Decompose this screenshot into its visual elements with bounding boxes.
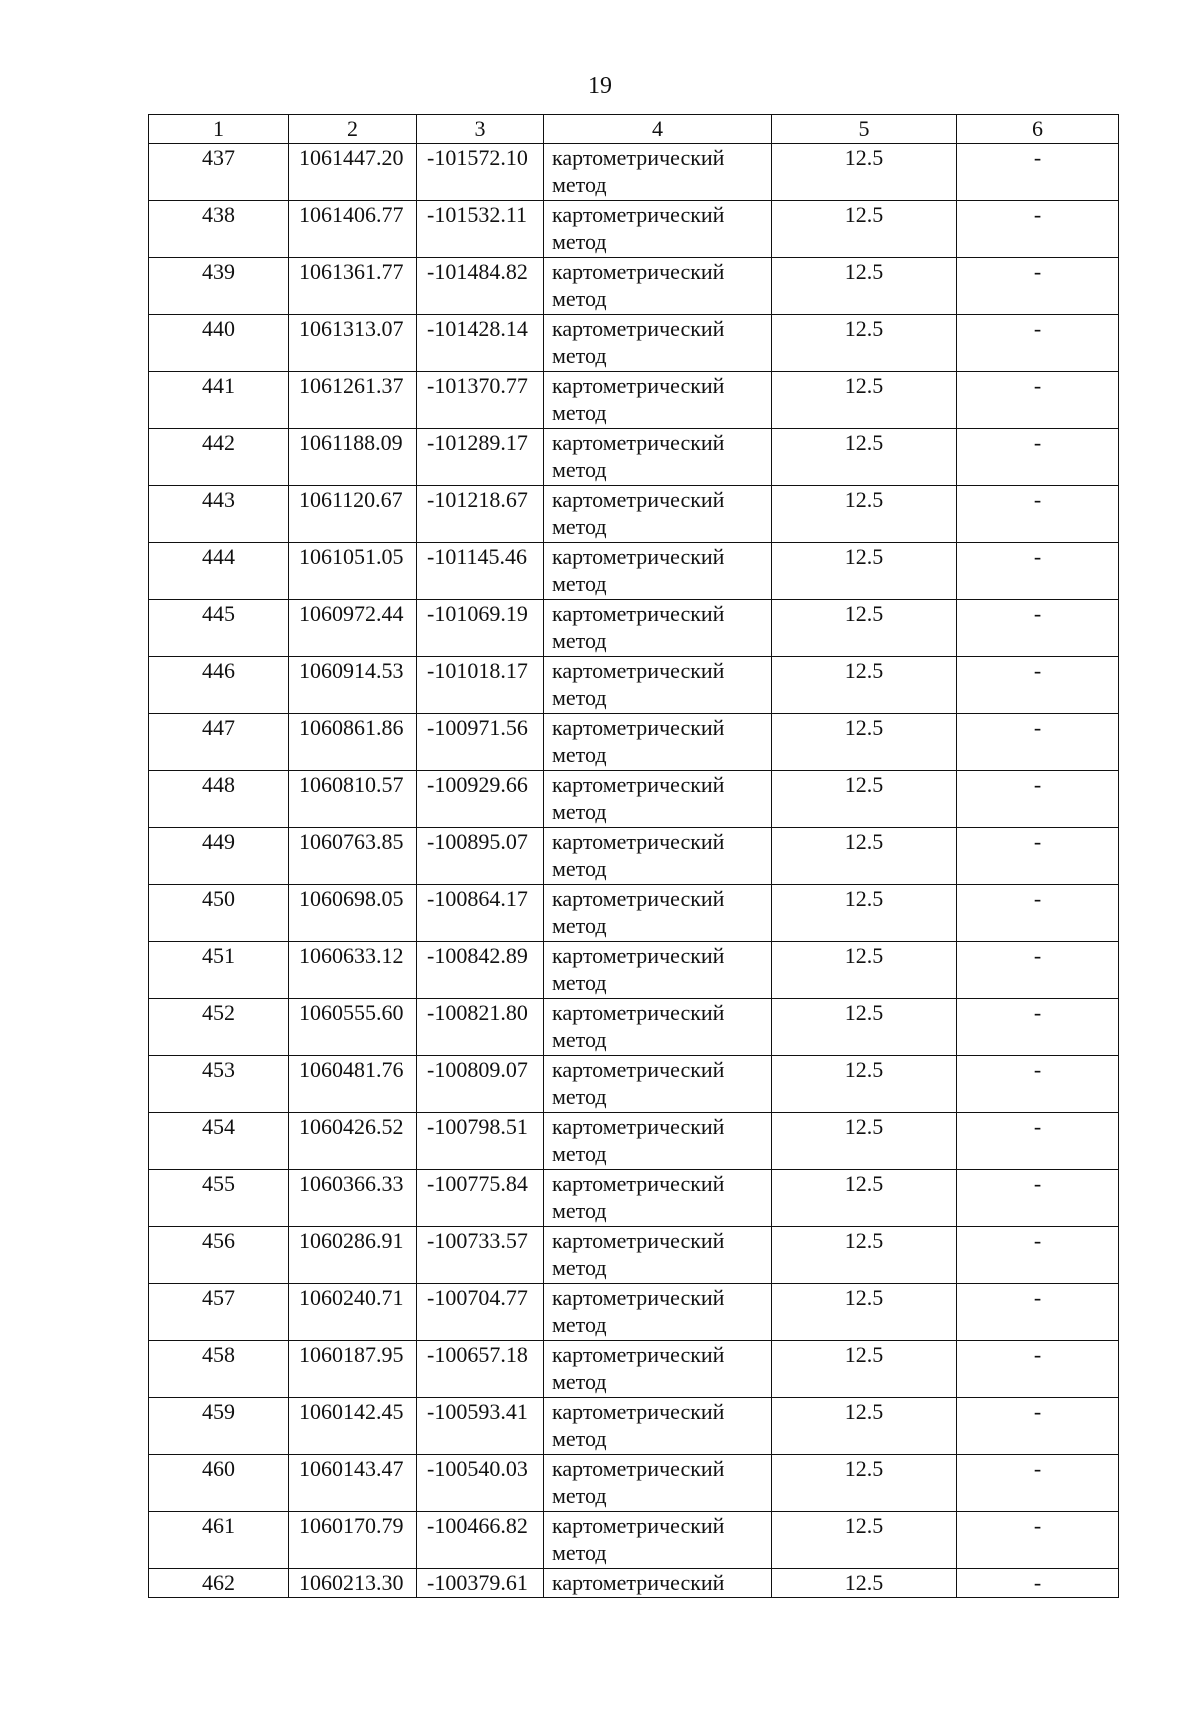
table-row — [149, 828, 1119, 885]
y-coordinate-cell: -101018.17 — [417, 657, 544, 714]
point-number-cell: 452 — [149, 999, 289, 1056]
note-cell: - — [957, 771, 1119, 828]
y-coordinate-cell: -100798.51 — [417, 1113, 544, 1170]
accuracy-cell: 12.5 — [772, 201, 957, 258]
accuracy-cell: 12.5 — [772, 486, 957, 543]
x-coordinate-cell: 1060366.33 — [289, 1170, 417, 1227]
x-coordinate-cell: 1060187.95 — [289, 1341, 417, 1398]
x-coordinate-cell: 1060481.76 — [289, 1056, 417, 1113]
y-coordinate-cell: -100929.66 — [417, 771, 544, 828]
table-row — [149, 486, 1119, 543]
y-coordinate-cell: -100593.41 — [417, 1398, 544, 1455]
point-number-cell: 439 — [149, 258, 289, 315]
table-row — [149, 999, 1119, 1056]
point-number-cell: 458 — [149, 1341, 289, 1398]
note-cell: - — [957, 1227, 1119, 1284]
accuracy-cell: 12.5 — [772, 1455, 957, 1512]
method-cell: картометрический метод — [544, 828, 772, 885]
point-number-cell: 442 — [149, 429, 289, 486]
x-coordinate-cell: 1060972.44 — [289, 600, 417, 657]
x-coordinate-cell: 1061120.67 — [289, 486, 417, 543]
point-number-cell: 445 — [149, 600, 289, 657]
accuracy-cell: 12.5 — [772, 885, 957, 942]
x-coordinate-cell: 1060213.30 — [289, 1569, 417, 1598]
method-cell: картометрический метод — [544, 942, 772, 999]
method-cell: картометрический метод — [544, 999, 772, 1056]
table-row — [149, 429, 1119, 486]
x-coordinate-cell: 1060286.91 — [289, 1227, 417, 1284]
point-number-cell: 455 — [149, 1170, 289, 1227]
accuracy-cell: 12.5 — [772, 543, 957, 600]
accuracy-cell: 12.5 — [772, 771, 957, 828]
accuracy-cell: 12.5 — [772, 714, 957, 771]
y-coordinate-cell: -100657.18 — [417, 1341, 544, 1398]
accuracy-cell: 12.5 — [772, 1512, 957, 1569]
table-row — [149, 771, 1119, 828]
y-coordinate-cell: -101289.17 — [417, 429, 544, 486]
x-coordinate-cell: 1060143.47 — [289, 1455, 417, 1512]
accuracy-cell: 12.5 — [772, 315, 957, 372]
point-number-cell: 459 — [149, 1398, 289, 1455]
y-coordinate-cell: -101145.46 — [417, 543, 544, 600]
x-coordinate-cell: 1060170.79 — [289, 1512, 417, 1569]
method-cell: картометрический метод — [544, 1056, 772, 1113]
method-cell: картометрический метод — [544, 1227, 772, 1284]
table-row — [149, 1569, 1119, 1598]
x-coordinate-cell: 1061051.05 — [289, 543, 417, 600]
note-cell: - — [957, 657, 1119, 714]
note-cell: - — [957, 1113, 1119, 1170]
point-number-cell: 462 — [149, 1569, 289, 1598]
table-row — [149, 144, 1119, 201]
column-header: 2 — [289, 115, 417, 144]
note-cell: - — [957, 1455, 1119, 1512]
y-coordinate-cell: -101428.14 — [417, 315, 544, 372]
table-row — [149, 885, 1119, 942]
table-row — [149, 600, 1119, 657]
note-cell: - — [957, 885, 1119, 942]
table-row — [149, 372, 1119, 429]
point-number-cell: 449 — [149, 828, 289, 885]
accuracy-cell: 12.5 — [772, 942, 957, 999]
table-row — [149, 714, 1119, 771]
point-number-cell: 461 — [149, 1512, 289, 1569]
point-number-cell: 453 — [149, 1056, 289, 1113]
note-cell: - — [957, 600, 1119, 657]
x-coordinate-cell: 1060914.53 — [289, 657, 417, 714]
y-coordinate-cell: -100704.77 — [417, 1284, 544, 1341]
page-number: 19 — [588, 73, 612, 99]
table-row — [149, 1227, 1119, 1284]
y-coordinate-cell: -100821.80 — [417, 999, 544, 1056]
column-header: 3 — [417, 115, 544, 144]
method-cell: картометрический метод — [544, 144, 772, 201]
point-number-cell: 447 — [149, 714, 289, 771]
x-coordinate-cell: 1060426.52 — [289, 1113, 417, 1170]
note-cell: - — [957, 144, 1119, 201]
accuracy-cell: 12.5 — [772, 999, 957, 1056]
method-cell: картометрический метод — [544, 1284, 772, 1341]
point-number-cell: 448 — [149, 771, 289, 828]
x-coordinate-cell: 1060142.45 — [289, 1398, 417, 1455]
y-coordinate-cell: -100842.89 — [417, 942, 544, 999]
method-cell: картометрический метод — [544, 1455, 772, 1512]
point-number-cell: 454 — [149, 1113, 289, 1170]
y-coordinate-cell: -101218.67 — [417, 486, 544, 543]
method-cell: картометрический метод — [544, 1512, 772, 1569]
note-cell: - — [957, 1398, 1119, 1455]
method-cell: картометрический метод — [544, 372, 772, 429]
point-number-cell: 440 — [149, 315, 289, 372]
table-row — [149, 258, 1119, 315]
y-coordinate-cell: -100809.07 — [417, 1056, 544, 1113]
accuracy-cell: 12.5 — [772, 1341, 957, 1398]
point-number-cell: 460 — [149, 1455, 289, 1512]
table-row — [149, 1341, 1119, 1398]
point-number-cell: 444 — [149, 543, 289, 600]
method-cell: картометрический метод — [544, 201, 772, 258]
table-row — [149, 1284, 1119, 1341]
x-coordinate-cell: 1060633.12 — [289, 942, 417, 999]
column-header: 5 — [772, 115, 957, 144]
y-coordinate-cell: -101069.19 — [417, 600, 544, 657]
point-number-cell: 446 — [149, 657, 289, 714]
x-coordinate-cell: 1060555.60 — [289, 999, 417, 1056]
note-cell: - — [957, 1341, 1119, 1398]
y-coordinate-cell: -101572.10 — [417, 144, 544, 201]
accuracy-cell: 12.5 — [772, 144, 957, 201]
column-header: 4 — [544, 115, 772, 144]
point-number-cell: 438 — [149, 201, 289, 258]
table-row — [149, 1398, 1119, 1455]
point-number-cell: 457 — [149, 1284, 289, 1341]
y-coordinate-cell: -101532.11 — [417, 201, 544, 258]
method-cell: картометрический метод — [544, 714, 772, 771]
table-row — [149, 657, 1119, 714]
accuracy-cell: 12.5 — [772, 657, 957, 714]
accuracy-cell: 12.5 — [772, 1227, 957, 1284]
column-header: 1 — [149, 115, 289, 144]
y-coordinate-cell: -100733.57 — [417, 1227, 544, 1284]
accuracy-cell: 12.5 — [772, 429, 957, 486]
note-cell: - — [957, 372, 1119, 429]
table-row — [149, 315, 1119, 372]
accuracy-cell: 12.5 — [772, 1284, 957, 1341]
method-cell: картометрический метод — [544, 1398, 772, 1455]
method-cell: картометрический метод — [544, 1341, 772, 1398]
table-row — [149, 942, 1119, 999]
note-cell: - — [957, 942, 1119, 999]
accuracy-cell: 12.5 — [772, 258, 957, 315]
y-coordinate-cell: -100466.82 — [417, 1512, 544, 1569]
point-number-cell: 456 — [149, 1227, 289, 1284]
accuracy-cell: 12.5 — [772, 1569, 957, 1598]
y-coordinate-cell: -100379.61 — [417, 1569, 544, 1598]
note-cell: - — [957, 714, 1119, 771]
coordinates-table — [148, 114, 1119, 1598]
table-row — [149, 1113, 1119, 1170]
table-header-row — [149, 115, 1119, 144]
x-coordinate-cell: 1061188.09 — [289, 429, 417, 486]
point-number-cell: 441 — [149, 372, 289, 429]
method-cell: картометрический метод — [544, 315, 772, 372]
y-coordinate-cell: -101370.77 — [417, 372, 544, 429]
y-coordinate-cell: -101484.82 — [417, 258, 544, 315]
method-cell: картометрический метод — [544, 1170, 772, 1227]
point-number-cell: 437 — [149, 144, 289, 201]
method-cell: картометрический метод — [544, 771, 772, 828]
method-cell: картометрический метод — [544, 429, 772, 486]
note-cell: - — [957, 999, 1119, 1056]
method-cell: картометрический метод — [544, 657, 772, 714]
method-cell: картометрический метод — [544, 1113, 772, 1170]
note-cell: - — [957, 258, 1119, 315]
note-cell: - — [957, 486, 1119, 543]
table-row — [149, 1170, 1119, 1227]
accuracy-cell: 12.5 — [772, 1056, 957, 1113]
y-coordinate-cell: -100864.17 — [417, 885, 544, 942]
method-cell: картометрический — [544, 1569, 772, 1598]
table-row — [149, 1455, 1119, 1512]
note-cell: - — [957, 429, 1119, 486]
method-cell: картометрический метод — [544, 543, 772, 600]
x-coordinate-cell: 1061406.77 — [289, 201, 417, 258]
note-cell: - — [957, 1512, 1119, 1569]
x-coordinate-cell: 1061361.77 — [289, 258, 417, 315]
x-coordinate-cell: 1061261.37 — [289, 372, 417, 429]
table-row — [149, 543, 1119, 600]
x-coordinate-cell: 1060698.05 — [289, 885, 417, 942]
y-coordinate-cell: -100971.56 — [417, 714, 544, 771]
accuracy-cell: 12.5 — [772, 372, 957, 429]
x-coordinate-cell: 1060861.86 — [289, 714, 417, 771]
method-cell: картометрический метод — [544, 600, 772, 657]
x-coordinate-cell: 1060763.85 — [289, 828, 417, 885]
column-header: 6 — [957, 115, 1119, 144]
x-coordinate-cell: 1061313.07 — [289, 315, 417, 372]
note-cell: - — [957, 828, 1119, 885]
y-coordinate-cell: -100775.84 — [417, 1170, 544, 1227]
table-row — [149, 1056, 1119, 1113]
table-row — [149, 1512, 1119, 1569]
note-cell: - — [957, 201, 1119, 258]
point-number-cell: 450 — [149, 885, 289, 942]
note-cell: - — [957, 315, 1119, 372]
accuracy-cell: 12.5 — [772, 600, 957, 657]
method-cell: картометрический метод — [544, 258, 772, 315]
note-cell: - — [957, 1569, 1119, 1598]
note-cell: - — [957, 1056, 1119, 1113]
method-cell: картометрический метод — [544, 486, 772, 543]
y-coordinate-cell: -100540.03 — [417, 1455, 544, 1512]
table-row — [149, 201, 1119, 258]
note-cell: - — [957, 1170, 1119, 1227]
x-coordinate-cell: 1060810.57 — [289, 771, 417, 828]
y-coordinate-cell: -100895.07 — [417, 828, 544, 885]
note-cell: - — [957, 1284, 1119, 1341]
note-cell: - — [957, 543, 1119, 600]
accuracy-cell: 12.5 — [772, 1113, 957, 1170]
accuracy-cell: 12.5 — [772, 1398, 957, 1455]
point-number-cell: 443 — [149, 486, 289, 543]
x-coordinate-cell: 1060240.71 — [289, 1284, 417, 1341]
accuracy-cell: 12.5 — [772, 828, 957, 885]
method-cell: картометрический метод — [544, 885, 772, 942]
x-coordinate-cell: 1061447.20 — [289, 144, 417, 201]
point-number-cell: 451 — [149, 942, 289, 999]
accuracy-cell: 12.5 — [772, 1170, 957, 1227]
